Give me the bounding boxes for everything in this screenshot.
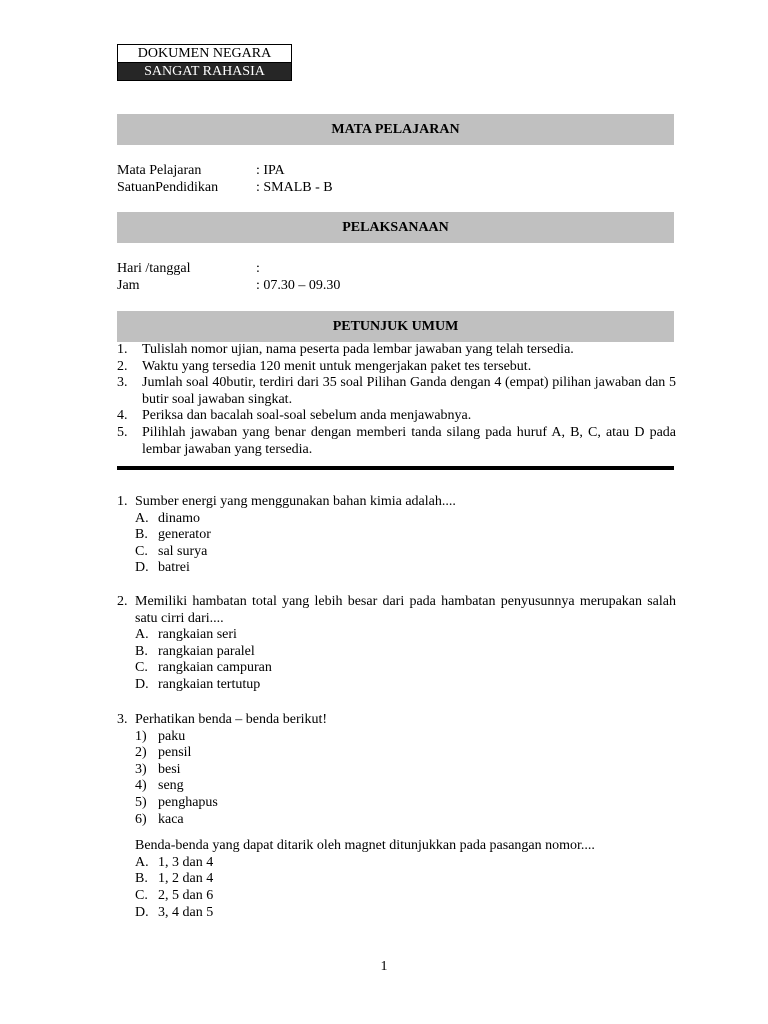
option-letter: A. (135, 854, 149, 870)
item-text: kaca (158, 811, 184, 827)
instructions-list (117, 342, 676, 458)
spacer (117, 828, 676, 838)
item-number: 3) (135, 761, 147, 777)
answer-option (135, 511, 676, 528)
question-2 (117, 594, 676, 694)
option-letter: D. (135, 560, 149, 576)
item-text: paku (158, 728, 186, 744)
stamp-line-1: DOKUMEN NEGARA (118, 45, 291, 63)
option-letter: D. (135, 676, 149, 692)
info-value: : 07.30 – 09.30 (256, 278, 341, 293)
option-text: rangkaian campuran (158, 660, 272, 676)
option-letter: C. (135, 660, 148, 676)
option-text: 3, 4 dan 5 (158, 904, 214, 920)
option-letter: B. (135, 871, 148, 887)
option-text: 1, 3 dan 4 (158, 854, 214, 870)
info-key: SatuanPendidikan (117, 180, 219, 195)
instruction-item (117, 375, 676, 408)
instruction-number: 2. (117, 358, 128, 374)
question-1 (117, 494, 676, 577)
option-text: 2, 5 dan 6 (158, 887, 214, 903)
instruction-number: 5. (117, 424, 128, 440)
question-3 (117, 712, 676, 921)
instruction-item (117, 408, 676, 425)
option-letter: D. (135, 904, 149, 920)
answer-option (135, 871, 676, 888)
option-text: batrei (158, 560, 190, 576)
subject-section-header: MATA PELAJARAN (117, 114, 674, 145)
page-number: 1 (380, 959, 388, 974)
option-letter: B. (135, 643, 148, 659)
option-letter: C. (135, 887, 148, 903)
instruction-number: 3. (117, 375, 128, 391)
info-value: : (256, 261, 260, 276)
instruction-text: Pilihlah jawaban yang benar dengan memberi tanda silang pada huruf A, B, C, atau D pada lembar jawaban yang tersedia. (142, 424, 676, 457)
question-stem: Sumber energi yang menggunakan bahan kimia adalah.... (135, 494, 456, 509)
item-number: 6) (135, 811, 147, 827)
option-letter: A. (135, 627, 149, 643)
option-text: 1, 2 dan 4 (158, 871, 214, 887)
option-text: rangkaian seri (158, 627, 237, 643)
option-text: generator (158, 527, 211, 543)
item-number: 5) (135, 794, 147, 810)
item-text: penghapus (158, 794, 218, 810)
item-number: 2) (135, 745, 147, 761)
listed-item (135, 795, 676, 812)
instruction-text: Waktu yang tersedia 120 menit untuk mengerjakan paket tes tersebut. (142, 358, 532, 374)
option-text: rangkaian paralel (158, 643, 255, 659)
answer-option (135, 527, 676, 544)
listed-item (135, 812, 676, 829)
answer-option (135, 677, 676, 694)
option-letter: C. (135, 543, 148, 559)
instruction-text: Jumlah soal 40butir, terdiri dari 35 soal Pilihan Ganda dengan 4 (empat) pilihan jawaban dan 5 butir soal jawaban singkat. (142, 375, 676, 407)
classification-stamp (117, 44, 292, 81)
question-number: 2. (117, 594, 128, 609)
instruction-item (117, 425, 676, 458)
item-number: 1) (135, 728, 147, 744)
option-text: sal surya (158, 543, 208, 559)
info-key: Mata Pelajaran (117, 163, 202, 178)
listed-item (135, 729, 676, 746)
answer-option (135, 560, 676, 577)
instruction-text: Periksa dan bacalah soal-soal sebelum anda menjawabnya. (142, 408, 472, 424)
answer-option (135, 544, 676, 561)
answer-option (135, 905, 676, 922)
instruction-number: 1. (117, 342, 128, 357)
schedule-section-header: PELAKSANAAN (117, 212, 674, 243)
answer-option (135, 660, 676, 677)
answer-option (135, 627, 676, 644)
instruction-text: Tulislah nomor ujian, nama peserta pada lembar jawaban yang telah tersedia. (142, 342, 574, 357)
listed-item (135, 745, 676, 762)
instruction-item (117, 359, 676, 376)
item-text: besi (158, 761, 181, 777)
instructions-section-header: PETUNJUK UMUM (117, 311, 674, 342)
stamp-line-2: SANGAT RAHASIA (118, 63, 291, 80)
info-value: : IPA (256, 163, 285, 178)
listed-item (135, 762, 676, 779)
question-stem: Perhatikan benda – benda berikut! (135, 712, 328, 727)
info-key: Jam (117, 278, 140, 293)
answer-option (135, 855, 676, 872)
question-number: 3. (117, 712, 128, 727)
option-text: rangkaian tertutup (158, 676, 261, 692)
listed-item (135, 778, 676, 795)
section-divider (117, 466, 674, 470)
info-value: : SMALB - B (256, 180, 333, 195)
instruction-item (117, 342, 676, 359)
option-letter: A. (135, 510, 149, 526)
answer-option (135, 888, 676, 905)
option-text: dinamo (158, 510, 200, 526)
question-number: 1. (117, 494, 128, 509)
question-stem-2: Benda-benda yang dapat ditarik oleh magnet ditunjukkan pada pasangan nomor.... (135, 838, 595, 854)
item-text: pensil (158, 745, 192, 761)
item-text: seng (158, 778, 184, 794)
instruction-number: 4. (117, 408, 128, 424)
info-key: Hari /tanggal (117, 261, 191, 276)
question-stem: Memiliki hambatan total yang lebih besar dari pada hambatan penyusunnya merupakan salah satu cirri dari.... (135, 594, 676, 626)
answer-option (135, 644, 676, 661)
option-letter: B. (135, 527, 148, 543)
item-number: 4) (135, 778, 147, 794)
